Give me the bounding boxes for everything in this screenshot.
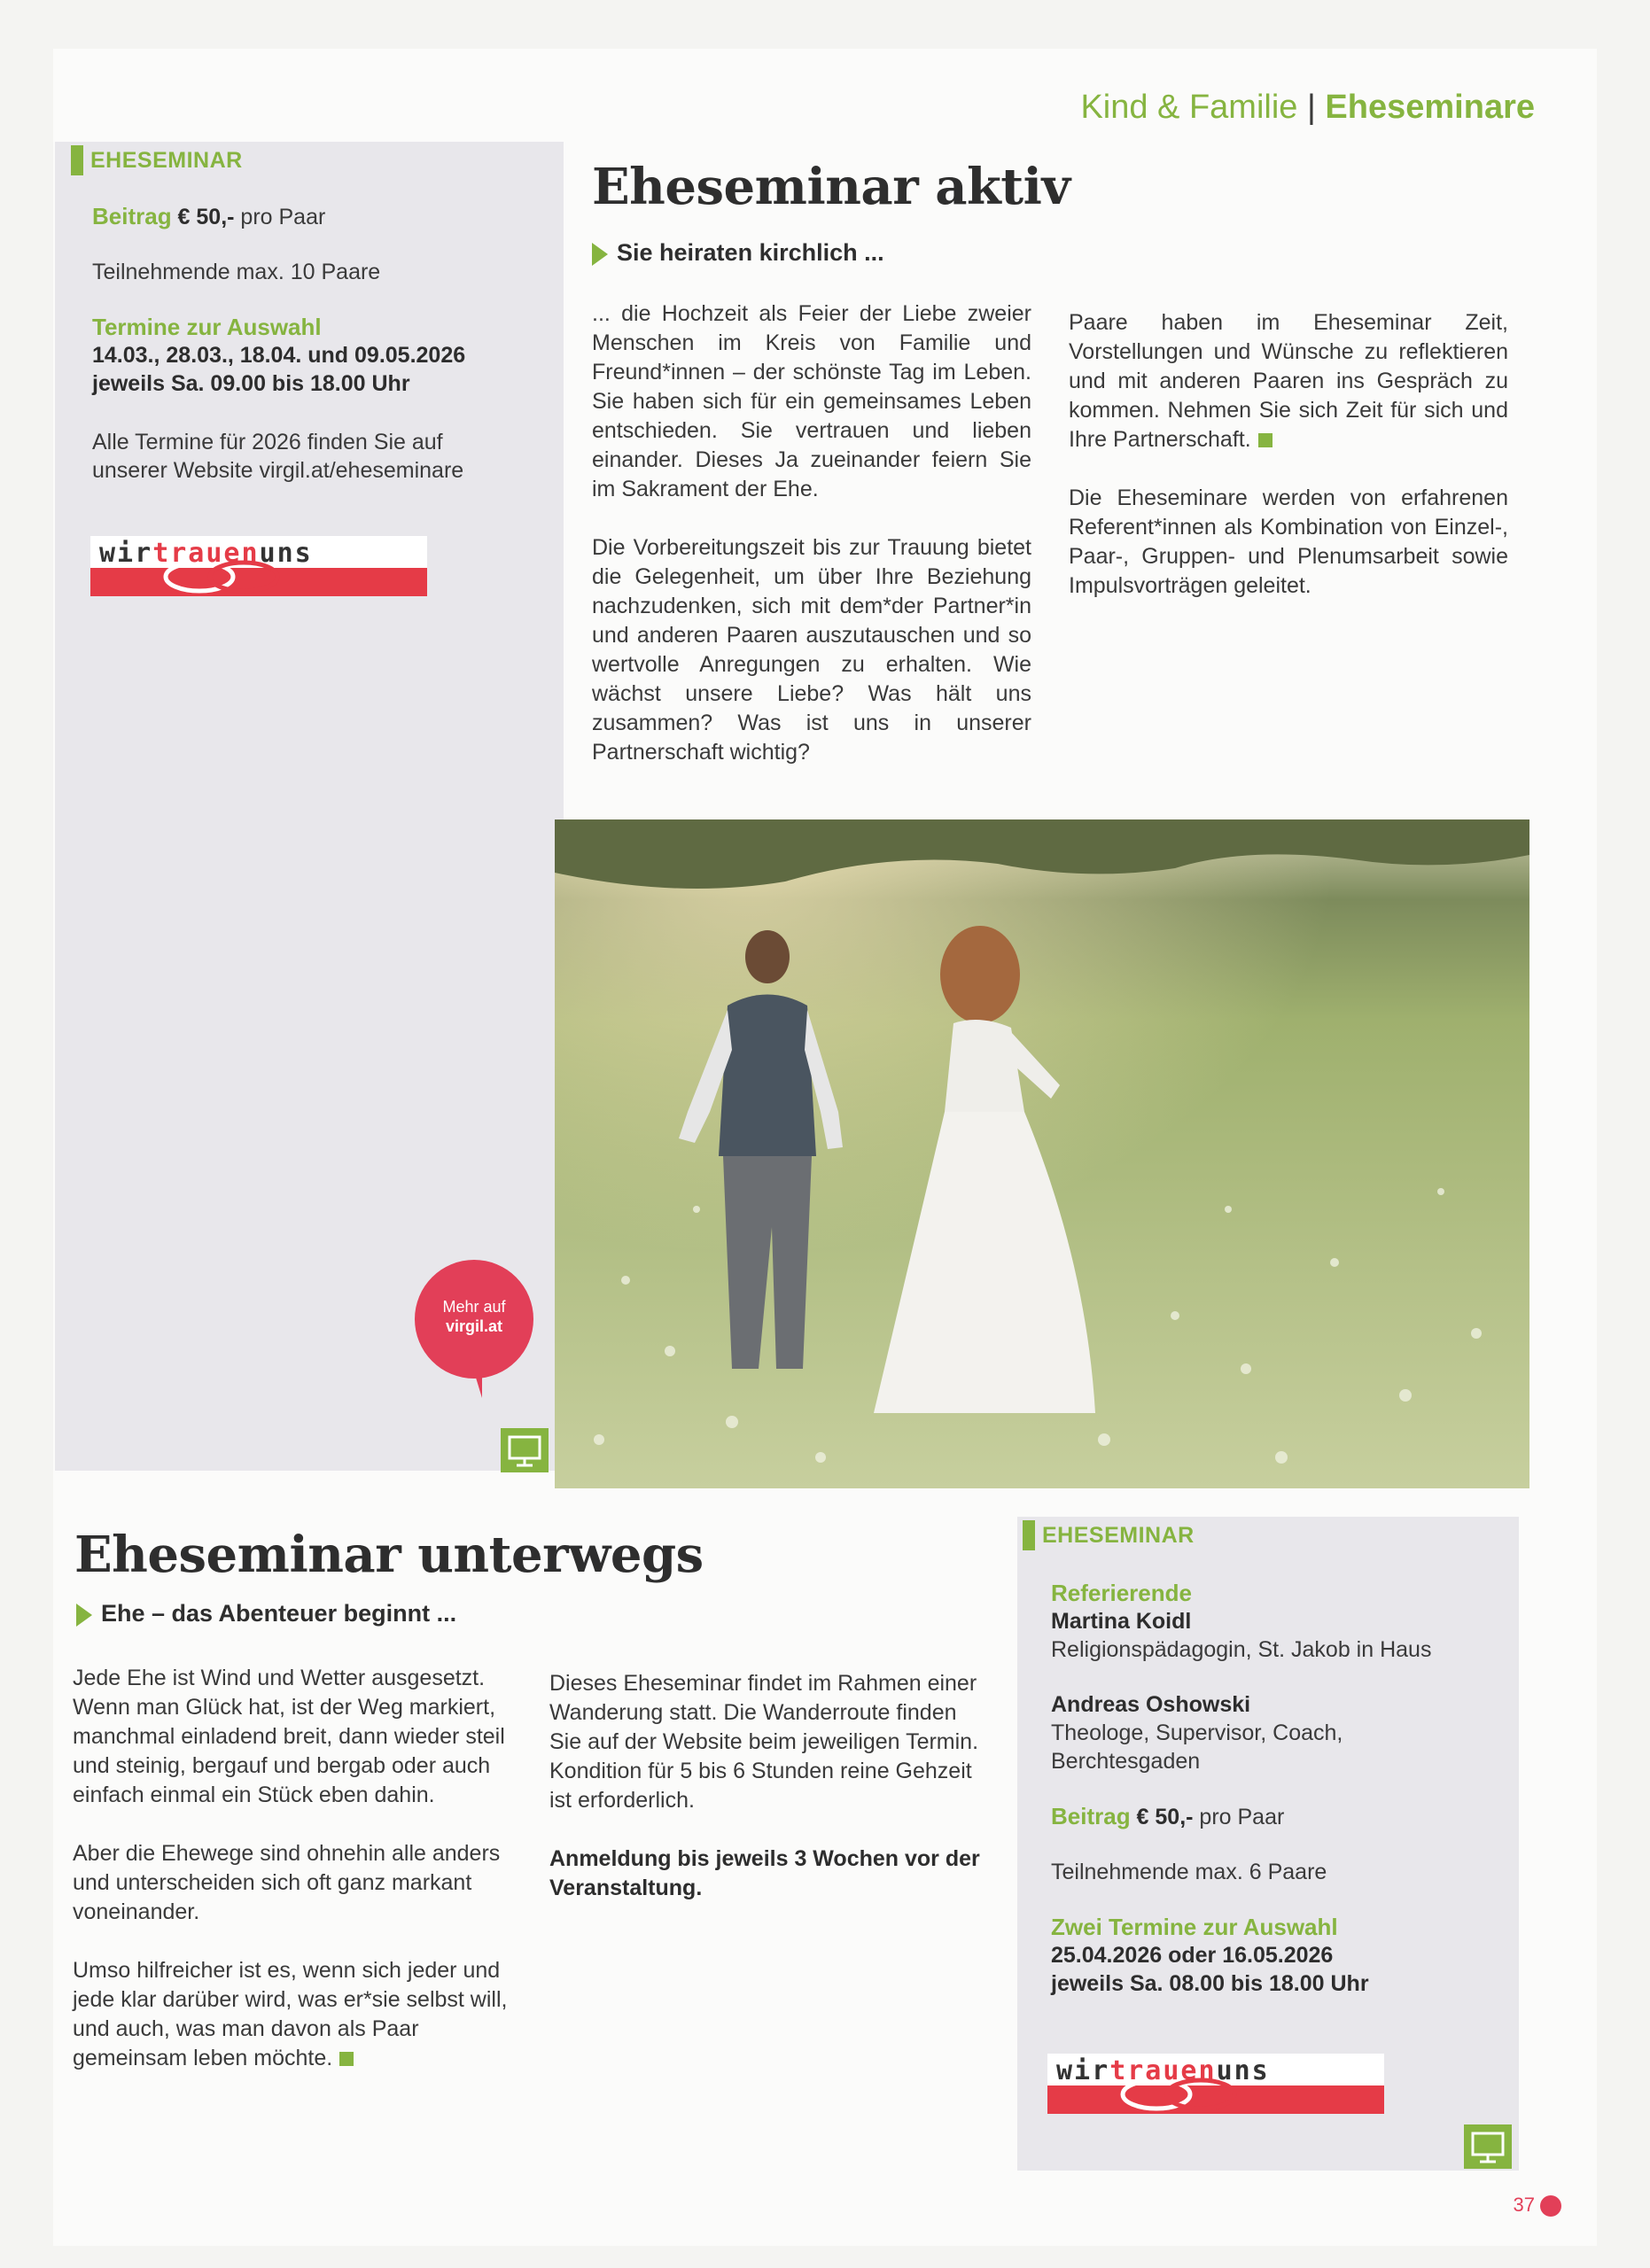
- bottom-box-title: EHESEMINAR: [1023, 1520, 1195, 1550]
- article1-subtitle: Sie heiraten kirchlich ...: [592, 239, 884, 267]
- speaker1-role: Religionspädagogin, St. Jakob in Haus: [1051, 1637, 1432, 1662]
- section-header: [1080, 89, 1535, 127]
- page-dot-icon: [1540, 2195, 1561, 2217]
- logo-text: wirtrauenuns: [99, 538, 313, 569]
- article2-registration-note: Anmeldung bis jeweils 3 Wochen vor der Veranstaltung.: [549, 1846, 980, 1900]
- speaker2-location: Berchtesgaden: [1051, 1749, 1201, 1774]
- speaker2-role: Theologe, Supervisor, Coach,: [1051, 1720, 1343, 1745]
- article2-paragraph: Umso hilfreicher ist es, wenn sich jeder und jede klar darüber wird, was er*sie selbst will, und auch, was man davon als Paar gemeinsam leben möchte.: [73, 1958, 508, 2070]
- badge-line2: virgil.at: [445, 1317, 503, 1335]
- top-box-title: EHESEMINAR: [71, 145, 243, 175]
- header-separator: |: [1306, 89, 1316, 126]
- article2-paragraph: Jede Ehe ist Wind und Wetter ausgesetzt. Wenn man Glück hat, ist der Weg markiert, manchmal einladend breit, dann wieder steil und steinig, bergauf und bergab oder auch einfach einmal ein Stück eben dahin.: [73, 1666, 505, 1807]
- article1-paragraph: ... die Hochzeit als Feier der Liebe zweier Menschen im Kreis von Familie und Freund*innen – der schönste Tag im Leben. Sie haben sich für ein gemeinsames Leben entschieden. Sie vertrauen und lieben einander. Dieses Ja zueinander feiern Sie im Sakrament der Ehe.: [592, 301, 1031, 501]
- triangle-bullet-icon: [76, 1604, 92, 1627]
- triangle-bullet-icon: [592, 243, 608, 266]
- article2-column-right: [549, 1669, 992, 1932]
- top-dates: 14.03., 28.03., 18.04. und 09.05.2026: [92, 343, 466, 368]
- couple-field-photo: [555, 819, 1529, 1488]
- top-dates-label: Termine zur Auswahl: [92, 314, 322, 340]
- bottom-dates-label: Zwei Termine zur Auswahl: [1051, 1914, 1338, 1940]
- speaker1-name: Martina Koidl: [1051, 1609, 1192, 1634]
- article2-paragraph: Aber die Ehewege sind ohnehin alle anders und unterscheiden sich oft ganz markant voneinander.: [73, 1841, 501, 1924]
- article1-paragraph: Die Eheseminare werden von erfahrenen Referent*innen als Kombination von Einzel-, Paar-, Gruppen- und Plenumsarbeit sowie Impulsvorträgen geleitet.: [1069, 485, 1508, 598]
- page-number: 37: [1514, 2194, 1561, 2217]
- badge-line1: Mehr auf: [442, 1298, 506, 1316]
- top-times: jeweils Sa. 09.00 bis 18.00 Uhr: [92, 371, 410, 396]
- bottom-dates: 25.04.2026 oder 16.05.2026: [1051, 1943, 1334, 1968]
- section-name: Kind & Familie: [1080, 89, 1298, 126]
- wirtrauenuns-logo: [90, 536, 427, 596]
- top-website-line1: Alle Termine für 2026 finden Sie auf: [92, 430, 443, 454]
- more-on-virgil-badge[interactable]: [415, 1260, 533, 1379]
- badge-tail: [470, 1357, 482, 1398]
- article1-paragraph: Die Vorbereitungszeit bis zur Trauung bietet die Gelegenheit, um über Ihre Beziehung nachzudenken, sich mit dem*der Partner*in und anderen Paaren auszutauschen und so wertvolle Anregungen zu erhalten. Wie wächst unsere Liebe? Was hält uns zusammen? Was ist uns in unserer Partnerschaft wichtig?: [592, 535, 1031, 765]
- section-topic: Eheseminare: [1325, 89, 1535, 126]
- speakers-label: Referierende: [1051, 1580, 1192, 1606]
- article2-title: Eheseminar unterwegs: [74, 1526, 704, 1584]
- article1-column-right: [1069, 308, 1508, 630]
- end-mark-icon: [1258, 433, 1273, 447]
- bottom-fee: Beitrag € 50,- pro Paar: [1051, 1803, 1285, 1829]
- article2-paragraph: Dieses Eheseminar findet im Rahmen einer Wanderung statt. Die Wanderroute finden Sie auf der Website beim jeweiligen Termin. Kondition für 5 bis 6 Stunden reine Gehzeit ist erforderlich.: [549, 1671, 979, 1813]
- article1-column-left: [592, 299, 1031, 796]
- bottom-participants: Teilnehmende max. 6 Paare: [1051, 1860, 1327, 1884]
- bottom-times: jeweils Sa. 08.00 bis 18.00 Uhr: [1051, 1971, 1369, 1996]
- logo-text: wirtrauenuns: [1056, 2055, 1270, 2086]
- speaker2-name: Andreas Oshowski: [1051, 1692, 1251, 1717]
- end-mark-icon: [339, 2052, 354, 2066]
- article2-column-left: [73, 1664, 516, 2102]
- wirtrauenuns-logo: [1047, 2054, 1384, 2114]
- article1-title: Eheseminar aktiv: [592, 158, 1070, 216]
- top-fee: Beitrag € 50,- pro Paar: [92, 203, 326, 229]
- photo-illustration: [555, 819, 1529, 1488]
- article1-paragraph: Paare haben im Eheseminar Zeit, Vorstellungen und Wünsche zu reflektieren und mit anderen Paaren ins Gespräch zu kommen. Nehmen Sie sich Zeit für sich und Ihre Partnerschaft.: [1069, 310, 1508, 452]
- top-website-line2: unserer Website virgil.at/eheseminare: [92, 458, 464, 483]
- top-participants: Teilnehmende max. 10 Paare: [92, 260, 381, 284]
- article2-subtitle: Ehe – das Abenteuer beginnt ...: [76, 1600, 456, 1627]
- bottom-info-box: [1017, 1517, 1519, 2171]
- monitor-icon[interactable]: [501, 1428, 549, 1472]
- monitor-icon[interactable]: [1464, 2124, 1512, 2169]
